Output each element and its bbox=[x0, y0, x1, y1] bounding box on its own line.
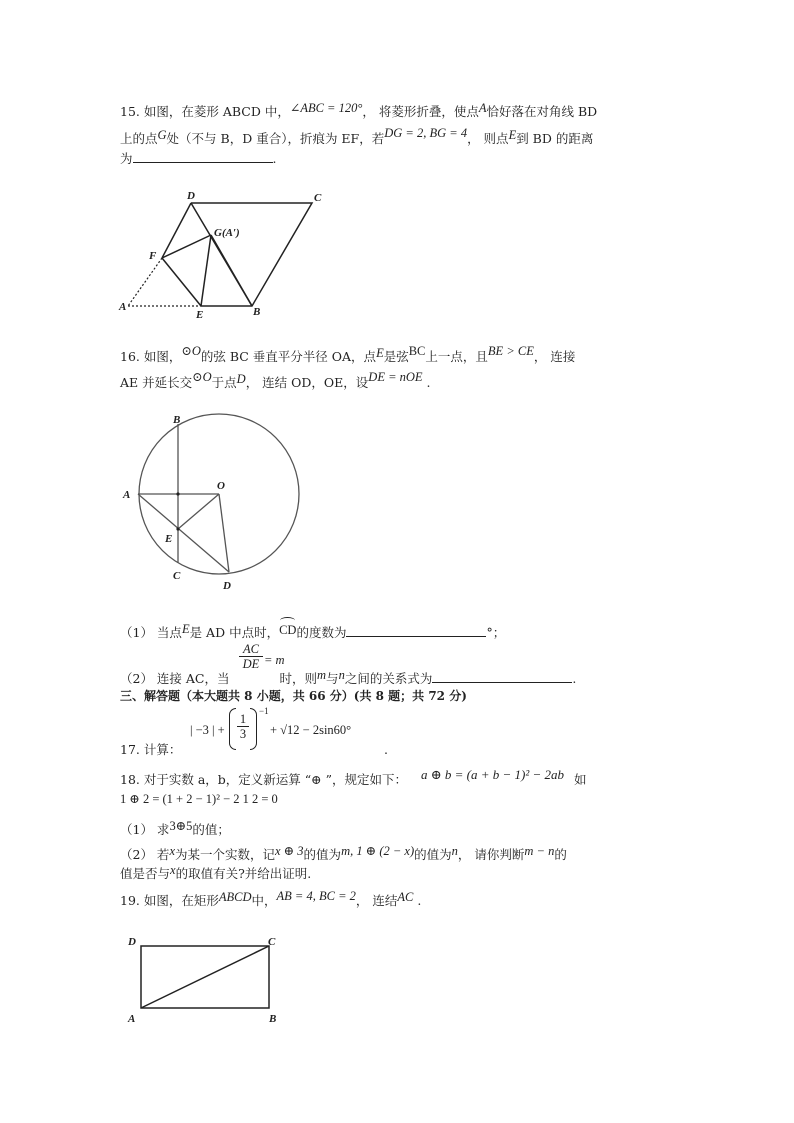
q19-condition: AB = 4, BC = 2 bbox=[276, 889, 356, 903]
q16-condition: BE > CE bbox=[487, 344, 534, 358]
q17-expr-abs: | −3 | + bbox=[190, 723, 225, 737]
q17-exponent: −1 bbox=[259, 706, 269, 716]
q16-arc-cd: CD bbox=[279, 622, 296, 638]
q16-line-1: 16. 如图，⊙O的弦 BC 垂直平分半径 OA，点E是弦BC上一点，且BE > CE， 连接 bbox=[120, 344, 576, 364]
q17-paren-frac: 1 3 bbox=[229, 708, 257, 750]
q16-circle-figure bbox=[115, 408, 315, 598]
q18-sub-2: （2） 若x为某一个实数，记x ⊕ 3的值为m, 1 ⊕ (2 − x)的值为n， 请你判断m − n的 bbox=[120, 844, 567, 862]
q15-line-3: 为 . bbox=[120, 151, 277, 166]
q15-label-g: G(A′) bbox=[214, 227, 240, 239]
q16-sub-2: （2） 连接 AC，当 时，则m与n之间的关系式为 . bbox=[120, 668, 577, 686]
section-3-heading: 三、解答题（本大题共 8 小题，共 66 分）(共 8 题；共 72 分) bbox=[120, 689, 467, 703]
q16-line-2: AE 并延长交⊙O于点D， 连结 OD，OE，设DE = nOE . bbox=[120, 370, 431, 390]
q16-label-d: D bbox=[223, 580, 231, 592]
q19-label-a: A bbox=[128, 1013, 136, 1025]
q16-fraction: $\frac{AC}{DE}$ bbox=[239, 642, 263, 671]
q17-period: . bbox=[384, 742, 388, 757]
q15-angle: ∠ABC = 120° bbox=[289, 101, 363, 115]
q15-label-a: A bbox=[119, 301, 127, 313]
q15-label-b: B bbox=[253, 306, 261, 318]
q18-sub-2-cont: 值是否与x的取值有关?并给出证明. bbox=[120, 863, 312, 881]
q19-rectangle-figure bbox=[118, 930, 293, 1030]
q16-relation: DE = nOE bbox=[368, 370, 423, 384]
q16-fraction-eq: = m bbox=[264, 653, 285, 667]
q16-label-b: B bbox=[173, 414, 181, 426]
q16-sub1-answer-blank bbox=[346, 624, 486, 637]
q15-label-f: F bbox=[149, 250, 157, 262]
q18-definition: a ⊕ b = (a + b − 1)² − 2ab bbox=[420, 767, 565, 782]
q19-label-c: C bbox=[268, 936, 276, 948]
q15-label-e: E bbox=[196, 309, 204, 320]
q16-label-c: C bbox=[173, 570, 181, 582]
q19-label-d: D bbox=[128, 936, 136, 948]
q16-sub-1: （1） 当点E是 AD 中点时， CD的度数为 °； bbox=[120, 624, 505, 641]
q16-label-e: E bbox=[165, 533, 173, 545]
q15-line-1: 15. 如图，在菱形 ABCD 中，∠ABC = 120°， 将菱形折叠，使点A恰好落在对角线 BD bbox=[120, 101, 598, 119]
q18-line-1: 18. 对于实数 a，b，定义新运算 “⊕ ”，规定如下： a ⊕ b = (a + b − 1)² − 2ab 如 bbox=[120, 767, 587, 787]
q16-label-o: O bbox=[217, 480, 225, 492]
q15-line-2: 上的点G处（不与 B，D 重合），折痕为 EF，若DG = 2, BG = 4， 则点E到 BD 的距离 bbox=[120, 126, 594, 146]
q17-label: 17. 计算： bbox=[120, 742, 182, 757]
q16-label-a: A bbox=[123, 489, 131, 501]
q15-label-d: D bbox=[187, 190, 195, 202]
q19-label-b: B bbox=[269, 1013, 277, 1025]
q19-line-1: 19. 如图，在矩形ABCD中，AB = 4, BC = 2， 连结AC . bbox=[120, 889, 422, 908]
q15-label-c: C bbox=[314, 192, 322, 204]
q15-rhombus-figure bbox=[115, 185, 340, 320]
q16-sub2-answer-blank bbox=[432, 670, 572, 683]
q18-sub-1: （1） 求3⊕5的值； bbox=[120, 819, 230, 837]
q15-condition: DG = 2, BG = 4 bbox=[384, 126, 468, 140]
q18-example: 1 ⊕ 2 = (1 + 2 − 1)² − 2 1 2 = 0 bbox=[120, 792, 278, 806]
q15-answer-blank bbox=[133, 150, 273, 163]
q17-expr-rest: + √12 − 2sin60° bbox=[270, 723, 352, 737]
